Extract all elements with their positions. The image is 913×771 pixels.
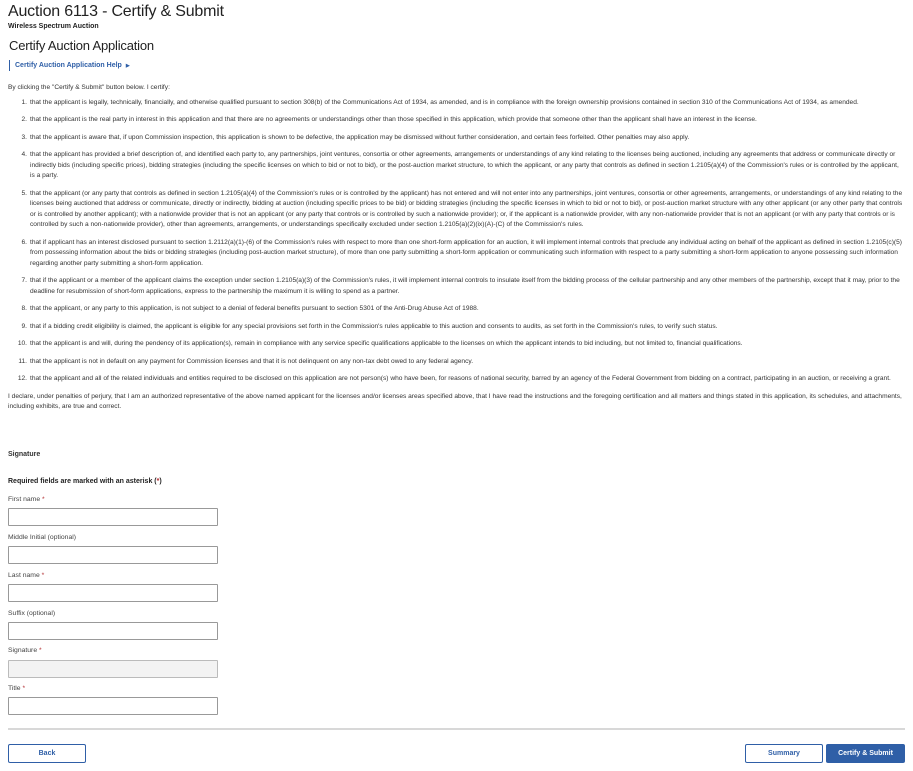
item-text: that the applicant (or any party that controls as defined in section 1.2105(a)(4) of the Commission's rules or is controlled by the applicant) has not entered and will not enter into any partnerships, joint ventures, consortia or other agreements, arrangements, or understandings of any kind relating to the licenses being auctioned that address or communicate, directly or indirectly, bidding at auction (including specific prices to be bid) or bidding strategies (including the specific licenses in which to bid or not to bid), or post-auction market structure with any other applicant (or any other party that controls or is controlled by another applicant); with a nationwide provider that is not an applicant (or any party that controls or is controlled by such a nationwide provider); or, if the applicant is a nationwide provider, with any non-nationwide provider that is not an applicant (or with any party that controls or is controlled by such a non-nationwide provider), other than agreements, arrangements, or understandings specifically excluded under section 1.2105(a)(2)(ix)(A)-(C) of the Commission's rules. [30,189,903,228]
first-name-input[interactable] [8,508,218,526]
certification-item [8,133,905,144]
divider [8,728,905,730]
certification-item [8,238,905,270]
certification-item [8,322,905,333]
item-text: that the applicant and all of the related individuals and entities required to be disclosed on this application are not person(s) who have been, for reasons of national security, barred by an agency of the Federal Government from bidding on a contract, participating in an auction, or receiving a grant. [30,375,891,382]
title-label: Title * [8,685,26,692]
help-link[interactable] [9,60,130,71]
item-number: 7. [21,277,27,284]
item-text: that the applicant, or any party to this application, is not subject to a denial of federal benefits pursuant to section 5301 of the Anti-Drug Abuse Act of 1988. [30,305,479,312]
item-text: that if the applicant or a member of the applicant claims the exception under section 1.2105(a)(3) of the Commission's rules, it will implement internal controls to insulate itself from the bidding process of the cellular partnership and any other members of the partnership, except that it may, prior to the deadline for resubmission of short-form applications, express to the partnership the maximum it is willing to spend as a partner. [30,277,900,295]
required-note [8,478,162,485]
signature-label: Signature * [8,647,42,654]
certification-item [8,357,905,368]
item-number: 8. [21,305,27,312]
certification-item [8,115,905,126]
certification-item [8,276,905,297]
page-title: Auction 6113 - Certify & Submit [8,3,224,20]
item-text: that the applicant is not in default on any payment for Commission licenses and that it is not delinquent on any non-tax debt owed to any federal agency. [30,357,474,365]
certification-item [8,189,905,231]
item-number: 3. [21,133,27,141]
item-text: that if a bidding credit eligibility is claimed, the applicant is eligible for any special provisions set forth in the Commission's rules applicable to this auction and consents to audits, as set forth in the Commission's rules, to verify such status. [30,322,718,330]
item-text: that the applicant is legally, technically, financially, and otherwise qualified pursuant to section 308(b) of the Communications Act of 1934, as amended, and is in compliance with the foreign ownership provisions contained in section 310 of the Communications Act of 1934, as amended. [30,98,859,106]
caret-right-icon: ▶ [125,63,130,69]
item-text: that the applicant is the real party in interest in this application and that there are no agreements or understandings other than those specified in this application, which provide that someone other than the applicant shall have an interest in the license. [30,116,757,123]
asterisk: * [156,478,160,485]
certification-text [8,83,905,413]
signature-heading: Signature [8,451,41,458]
back-button[interactable]: Back [8,744,86,763]
item-number: 4. [21,151,27,158]
item-text: that the applicant is aware that, if upon Commission inspection, this application is shown to be defective, the application may be dismissed without further consideration, and certain fees forfeited. Other penalties may also apply. [30,133,690,141]
certification-item [8,304,905,315]
item-number: 12. [17,375,27,382]
summary-button[interactable]: Summary [745,744,823,763]
required-note-end: ) [159,478,162,485]
item-number: 1. [21,98,27,106]
certify-submit-button[interactable]: Certify & Submit [826,744,905,763]
item-text: that the applicant is and will, during the pendency of its application(s), remain in compliance with any service specific qualifications applicable to the licenses on which the applicant intends to bid including, but not limited to, financial qualifications. [30,340,743,347]
required-note-text: Required fields are marked with an asterisk ( [8,478,157,485]
section-heading: Certify Auction Application [9,38,154,53]
certification-list [8,98,905,385]
suffix-label: Suffix (optional) [8,610,56,617]
title-input[interactable] [8,697,218,715]
certification-item [8,374,905,385]
item-text: that the applicant has provided a brief description of, and identified each party to, any partnerships, joint ventures, consortia or other agreements, arrangements or understandings of any kind relating to the licenses being auctioned, including any agreements that address or communicate directly or indirectly bids (including specific prices), bidding strategies (including the specific licenses on which to bid or not to bid), or the post-auction market structure, to which the applicant, or any party that controls as defined in section 1.2105(a)(4) of the Commission's rules or is controlled by the applicant, is a party. [30,151,899,179]
item-number: 11. [18,357,27,365]
suffix-input[interactable] [8,622,218,640]
certification-item [8,98,905,109]
last-name-label: Last name * [8,572,45,579]
item-number: 10. [17,340,27,347]
item-text: that if applicant has an interest disclosed pursuant to section 1.2112(a)(1)-(6) of the Commission's rules with respect to more than one short-form application for an auction, it will implement internal controls that preclude any individual acting on behalf of the applicant as defined in section 1.2105(c)(5) from possessing information about the bids or bidding strategies (including post-auction market structure), of more than one party submitting a short-form application or communicating such information with respect to a party submitting a short-form application to anyone possessing such information regarding another party submitting a short-form application. [30,238,902,267]
item-number: 6. [21,238,27,246]
first-name-label: First name * [8,496,45,503]
item-number: 5. [21,189,27,197]
middle-initial-input[interactable] [8,546,218,564]
signature-input [8,660,218,678]
item-number: 2. [21,116,27,123]
certification-intro: By clicking the "Certify & Submit" button below. I certify: [8,84,170,91]
page-subtitle: Wireless Spectrum Auction [8,23,99,30]
certification-item [8,150,905,182]
middle-initial-label: Middle Initial (optional) [8,534,77,541]
certification-item [8,339,905,350]
item-number: 9. [21,322,27,330]
declaration: I declare, under penalties of perjury, that I am an authorized representative of the above named applicant for the licenses and/or licenses areas specified above, that I have read the instructions and the foregoing certification and all matters and things stated in this application, its schedules, and attachments, including exhibits, are true and correct. [8,392,902,410]
last-name-input[interactable] [8,584,218,602]
help-link-label: Certify Auction Application Help [15,62,122,69]
